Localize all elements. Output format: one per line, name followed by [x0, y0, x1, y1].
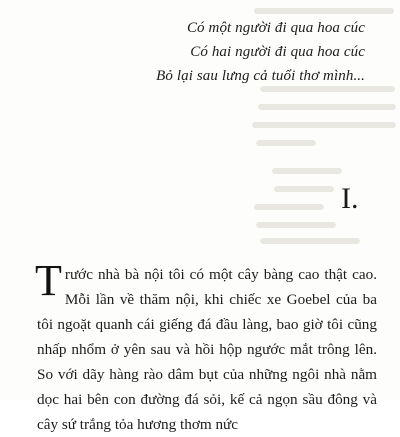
epigraph-line-2: Có hai người đi qua hoa cúc	[190, 44, 365, 60]
chapter-body-paragraph	[35, 256, 377, 437]
paragraph-text: rước nhà bà nội tôi có một cây bàng cao thật cao. Mỗi lần về thăm nội, khi chiếc xe Goebel của ba tôi ngoặt quanh cái giếng đá đầu làng, bao giờ tôi cũng nhấp nhổm ở yên sau và hồi hộp ngước mắt trông lên. So với dãy hàng rào dâm bụt của những ngôi nhà nằm dọc hai bên con đường đá sỏi, kế cả ngọn sầu đông và cây sứ trắng tỏa hương thơm nức	[37, 266, 377, 433]
epigraph-line-3: Bỏ lại sau lưng cả tuổi thơ mình...	[156, 68, 365, 84]
chapter-number: I.	[341, 182, 359, 215]
epigraph-line-1: Có một người đi qua hoa cúc	[186, 20, 365, 36]
epigraph	[156, 16, 365, 88]
drop-cap: T	[35, 256, 62, 305]
